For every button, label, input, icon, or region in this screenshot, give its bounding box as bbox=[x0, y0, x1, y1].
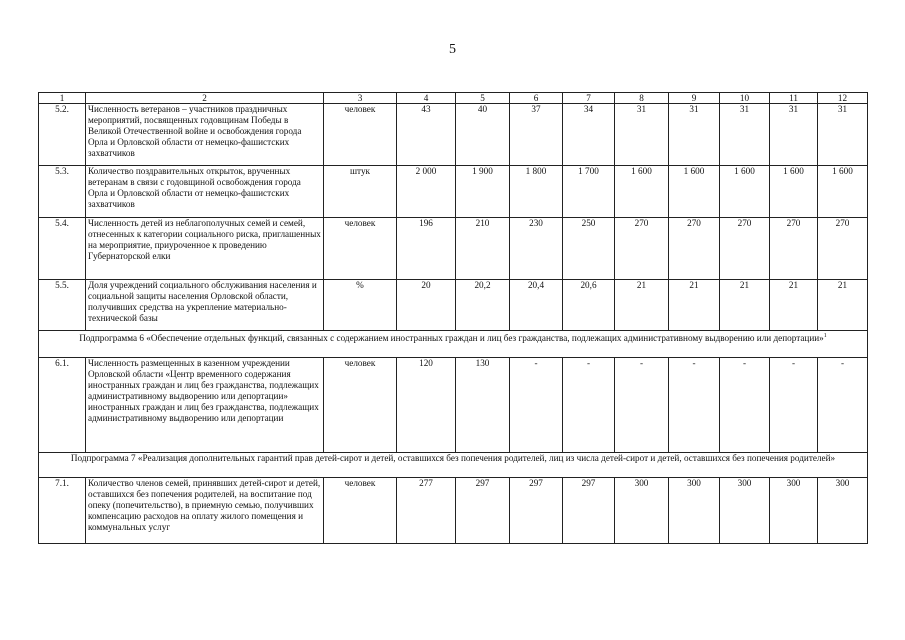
value-cell: 2 000 bbox=[397, 166, 456, 218]
value-cell: 270 bbox=[720, 218, 770, 280]
header-cell: 11 bbox=[770, 93, 818, 104]
table-row bbox=[39, 218, 868, 280]
header-cell: 8 bbox=[615, 93, 669, 104]
value-cell: 31 bbox=[720, 104, 770, 166]
header-cell: 3 bbox=[324, 93, 397, 104]
value-cell: 21 bbox=[818, 280, 868, 331]
value-cell: 1 700 bbox=[563, 166, 615, 218]
value-cell: 300 bbox=[669, 478, 720, 544]
value-cell: 230 bbox=[510, 218, 563, 280]
unit-cell: человек bbox=[324, 218, 397, 280]
subprogram-row bbox=[39, 453, 868, 478]
header-cell: 4 bbox=[397, 93, 456, 104]
subprogram-row bbox=[39, 331, 868, 358]
value-cell: 297 bbox=[510, 478, 563, 544]
unit-cell: человек bbox=[324, 478, 397, 544]
value-cell: 300 bbox=[770, 478, 818, 544]
subprogram-text: Подпрограмма 7 «Реализация дополнительных гарантий прав детей-сирот и детей, оставшихся без попечения родителей, лиц из числа детей-сирот и детей, оставшихся без попечения родителей» bbox=[70, 453, 836, 463]
unit-cell: человек bbox=[324, 358, 397, 453]
value-cell: 20,2 bbox=[456, 280, 510, 331]
indicator-description: Количество поздравительных открыток, врученных ветеранам в связи с годовщиной освобождения города Орла и Орловской области от немецко-фашистских захватчиков bbox=[86, 166, 324, 218]
subprogram-title bbox=[39, 331, 868, 358]
value-cell: 21 bbox=[669, 280, 720, 331]
value-cell: 40 bbox=[456, 104, 510, 166]
indicator-description: Численность размещенных в казенном учреждении Орловской области «Центр временного содержания иностранных граждан и лиц без гражданства, подлежащих административному выдворению или депортации» иностранных граждан и лиц без гражданства, подлежащих административному выдворению или депортации bbox=[86, 358, 324, 453]
value-cell: 250 bbox=[563, 218, 615, 280]
value-cell: 21 bbox=[720, 280, 770, 331]
value-cell: 31 bbox=[669, 104, 720, 166]
value-cell: 297 bbox=[456, 478, 510, 544]
value-cell: 31 bbox=[615, 104, 669, 166]
header-cell: 12 bbox=[818, 93, 868, 104]
value-cell: 1 600 bbox=[818, 166, 868, 218]
value-cell: 300 bbox=[615, 478, 669, 544]
value-cell: 21 bbox=[770, 280, 818, 331]
row-number: 5.3. bbox=[39, 166, 86, 218]
unit-cell: человек bbox=[324, 104, 397, 166]
value-cell: - bbox=[615, 358, 669, 453]
value-cell: 1 900 bbox=[456, 166, 510, 218]
value-cell: 120 bbox=[397, 358, 456, 453]
page-number: 5 bbox=[449, 42, 456, 57]
value-cell: 1 800 bbox=[510, 166, 563, 218]
value-cell: 210 bbox=[456, 218, 510, 280]
value-cell: 270 bbox=[669, 218, 720, 280]
value-cell: 43 bbox=[397, 104, 456, 166]
table-row bbox=[39, 104, 868, 166]
row-number: 5.4. bbox=[39, 218, 86, 280]
value-cell: 1 600 bbox=[615, 166, 669, 218]
header-cell: 6 bbox=[510, 93, 563, 104]
header-cell: 10 bbox=[720, 93, 770, 104]
row-number: 7.1. bbox=[39, 478, 86, 544]
value-cell: - bbox=[669, 358, 720, 453]
value-cell: 31 bbox=[818, 104, 868, 166]
row-number: 5.2. bbox=[39, 104, 86, 166]
indicator-description: Количество членов семей, принявших детей-сирот и детей, оставшихся без попечения родителей, на воспитание под опеку (попечительство), в приемную семью, получивших компенсацию расходов на оплату жилого помещения и коммунальных услуг bbox=[86, 478, 324, 544]
subprogram-text: Подпрограмма 6 «Обеспечение отдельных функций, связанных с содержанием иностранных граждан и лиц без гражданства, подлежащих административному выдворению или депортации» bbox=[79, 333, 824, 344]
header-cell: 9 bbox=[669, 93, 720, 104]
value-cell: 34 bbox=[563, 104, 615, 166]
unit-cell: % bbox=[324, 280, 397, 331]
value-cell: 20,4 bbox=[510, 280, 563, 331]
value-cell: 31 bbox=[770, 104, 818, 166]
header-cell: 1 bbox=[39, 93, 86, 104]
value-cell: 277 bbox=[397, 478, 456, 544]
value-cell: 20 bbox=[397, 280, 456, 331]
value-cell: - bbox=[563, 358, 615, 453]
value-cell: 1 600 bbox=[770, 166, 818, 218]
table-row bbox=[39, 280, 868, 331]
value-cell: - bbox=[770, 358, 818, 453]
unit-cell: штук bbox=[324, 166, 397, 218]
table-header-row bbox=[39, 93, 868, 104]
value-cell: 270 bbox=[770, 218, 818, 280]
value-cell: 270 bbox=[615, 218, 669, 280]
row-number: 5.5. bbox=[39, 280, 86, 331]
value-cell: - bbox=[510, 358, 563, 453]
row-number: 6.1. bbox=[39, 358, 86, 453]
indicator-description: Доля учреждений социального обслуживания населения и социальной защиты населения Орловской области, получивших средства на укрепление материально-технической базы bbox=[86, 280, 324, 331]
header-cell: 5 bbox=[456, 93, 510, 104]
table-row bbox=[39, 166, 868, 218]
value-cell: 130 bbox=[456, 358, 510, 453]
table-row bbox=[39, 478, 868, 544]
indicators-table bbox=[38, 92, 868, 544]
value-cell: 300 bbox=[818, 478, 868, 544]
value-cell: 297 bbox=[563, 478, 615, 544]
value-cell: 270 bbox=[818, 218, 868, 280]
value-cell: 1 600 bbox=[669, 166, 720, 218]
header-cell: 7 bbox=[563, 93, 615, 104]
value-cell: 300 bbox=[720, 478, 770, 544]
indicator-description: Численность детей из неблагополучных семей и семей, отнесенных к категории социального риска, приглашенных на мероприятие, приуроченное к проведению Губернаторской елки bbox=[86, 218, 324, 280]
indicator-description: Численность ветеранов – участников праздничных мероприятий, посвященных годовщинам Победы в Великой Отечественной войне и освобождения города Орла и Орловской области от немецко-фашистских захватчиков bbox=[86, 104, 324, 166]
footnote-marker: 1 bbox=[823, 333, 827, 339]
value-cell: 20,6 bbox=[563, 280, 615, 331]
header-cell: 2 bbox=[86, 93, 324, 104]
value-cell: 37 bbox=[510, 104, 563, 166]
value-cell: 1 600 bbox=[720, 166, 770, 218]
value-cell: - bbox=[720, 358, 770, 453]
value-cell: - bbox=[818, 358, 868, 453]
value-cell: 196 bbox=[397, 218, 456, 280]
value-cell: 21 bbox=[615, 280, 669, 331]
table-row bbox=[39, 358, 868, 453]
subprogram-title bbox=[39, 453, 868, 478]
